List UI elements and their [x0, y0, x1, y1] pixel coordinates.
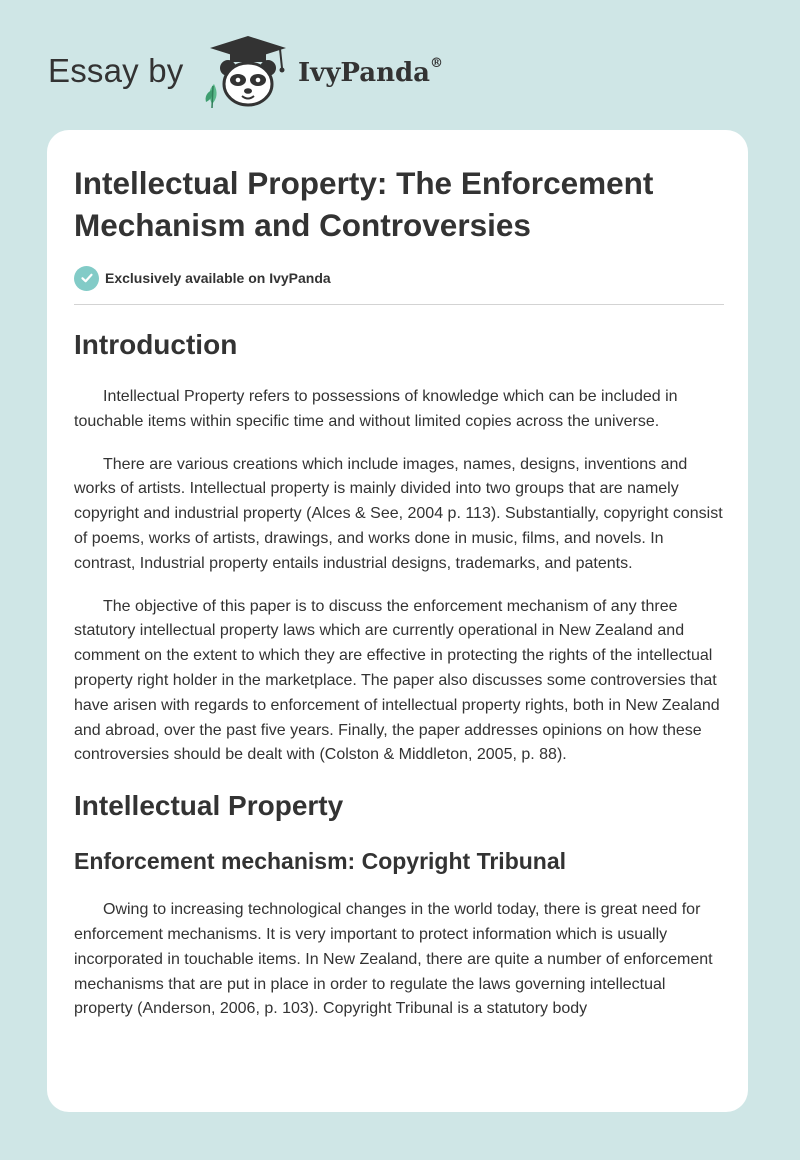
paragraph: Intellectual Property refers to possessions of knowledge which can be included in touchable items within specific time and without limited copies across the universe.: [74, 388, 678, 430]
brand-header[interactable]: [48, 34, 468, 110]
essay-card: [47, 130, 748, 1112]
badge-text: Exclusively available on IvyPanda: [105, 270, 331, 286]
brand-prefix: Essay by: [48, 52, 184, 89]
paragraph: Owing to increasing technological changes in the world today, there is great need for enforcement mechanisms. It is very important to protect information which is usually incorporated in touchable items. In New Zealand, there are quite a number of enforcement mechanisms that are put in place in order to regulate the laws governing intellectual property (Anderson, 2006, p. 103). Copyright Tribunal is a statutory body: [74, 901, 713, 1018]
section-heading-introduction: Introduction: [74, 329, 238, 360]
essay-content: [74, 162, 724, 1022]
exclusive-badge: [74, 264, 724, 292]
paragraph: The objective of this paper is to discuss the enforcement mechanism of any three statutory intellectual property laws which are currently operational in New Zealand and comment on the extent to which they are effective in protecting the rights of the intellectual property right holder in the marketplace. The paper also discusses some controversies that have arisen with regards to enforcement of intellectual property rights, both in New Zealand and abroad, over the past five years. Finally, the paper addresses opinions on how these controversies should be dealt with (Colston & Middleton, 2005, p. 88).: [74, 597, 720, 764]
subsection-heading-copyright-tribunal: Enforcement mechanism: Copyright Tribunal: [74, 848, 567, 875]
page-title: Intellectual Property: The Enforcement Mechanism and Controversies: [74, 165, 654, 243]
panda-logo-icon: [200, 34, 296, 110]
brand-name: [298, 58, 443, 88]
check-circle-icon: [74, 266, 99, 291]
registered-mark: ®: [430, 56, 444, 72]
paragraph: There are various creations which include images, names, designs, inventions and works of artists. Intellectual property is mainly divided into two groups that are namely copyright and industrial property (Alces & See, 2004 p. 113). Substantially, copyright consist of poems, works of artists, drawings, and works done in music, films, and novels. In contrast, Industrial property entails industrial designs, trademarks, and patents.: [74, 455, 723, 572]
section-heading-intellectual-property: Intellectual Property: [74, 790, 344, 822]
divider: [74, 304, 724, 305]
brand-name-text: IvyPanda: [298, 58, 431, 88]
